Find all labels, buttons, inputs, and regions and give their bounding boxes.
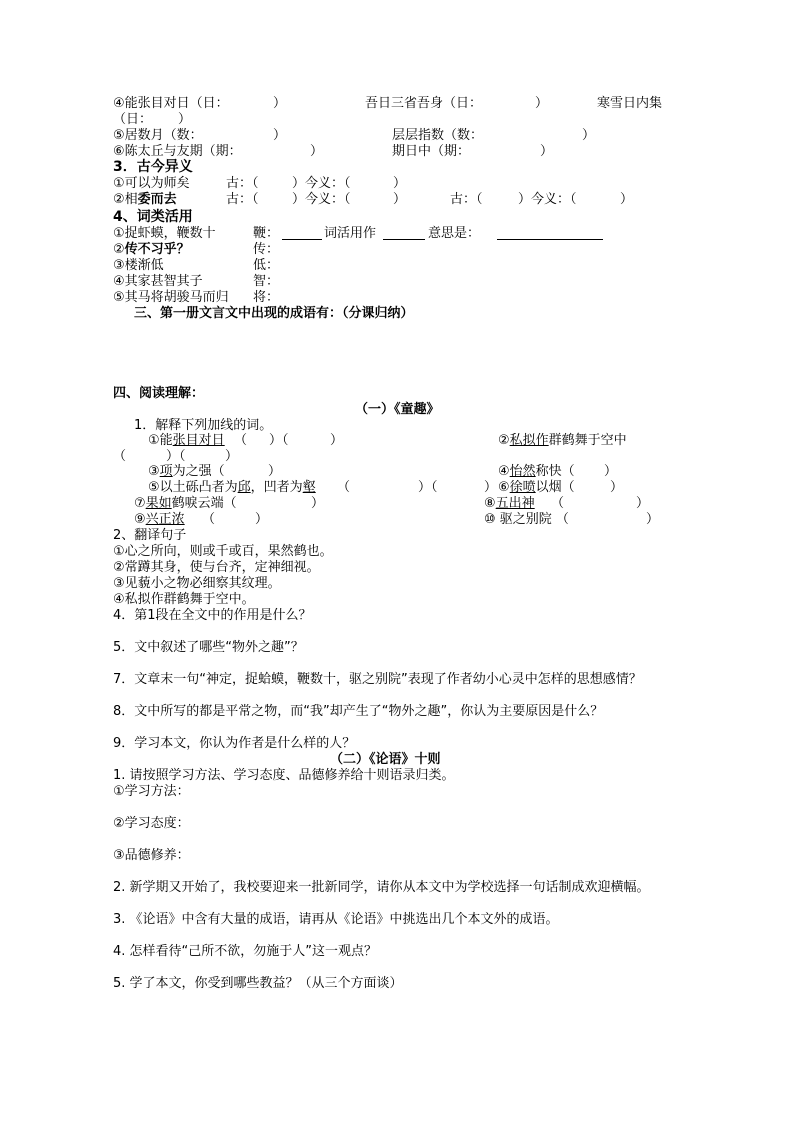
s2-r4-c2-close: ）: [178, 112, 192, 127]
p1-q2-item: ③见藐小之物必细察其纹理。: [113, 576, 281, 591]
p1-w1: ①能张目对日: [148, 433, 225, 448]
p1-q2-label: 2、翻译句子: [113, 528, 187, 543]
s4-r1-a: ①捉虾蟆，鞭数十: [113, 226, 216, 241]
p2-q2: 2. 新学期又开始了，我校要迎来一批新同学，请你从本文中为学校选择一句话制成欢迎横幅。: [113, 880, 650, 895]
s4-r2-b: 传：: [253, 242, 280, 257]
p1-w1-cont2: ）（: [166, 449, 186, 464]
p1-w3-underlined: 项: [159, 464, 173, 479]
s4-r4-a: ④其家甚智其子: [113, 274, 203, 289]
p1-w1-b2: ）（: [269, 433, 289, 448]
p1-w7-underlined: 果如: [145, 496, 172, 511]
p1-w3-close: ）: [268, 464, 282, 479]
p1-q7: 7．文章末一句“神定，捉蛤蟆，鞭数十，驱之别院”表现了作者幼小心灵中怎样的思想感情？: [113, 672, 642, 687]
s2-r4-c: 寒雪日内集: [597, 96, 663, 111]
s2-r6-b-close: ）: [540, 144, 554, 159]
s3-r2-b: 古：（: [226, 192, 259, 207]
p1-w5-b2: ）（: [418, 480, 438, 495]
p1-w8: ⑧五出神: [484, 496, 535, 511]
s3-r2-c: ）今义：（: [292, 192, 351, 207]
s4-r5-a: ⑤其马将胡骏马而归: [113, 290, 229, 305]
s2-r5-a: ⑤居数月（数：: [113, 128, 203, 143]
s4-r1-c: 词活用作: [324, 226, 377, 241]
p1-w1-cont3: ）: [225, 449, 239, 464]
p2-q1-a: ①学习方法：: [113, 784, 190, 799]
p1-w5-b3: ）: [484, 480, 498, 495]
p1-w6-underlined: 徐喷: [509, 480, 536, 495]
p1-w9-underlined: 兴正浓: [145, 512, 185, 527]
s3-r1-b: 古：（: [226, 176, 259, 191]
p1-w6-close: ）: [610, 480, 624, 495]
p1-w9-close: ）: [255, 512, 269, 527]
p2-q1-b: ②学习态度：: [113, 816, 190, 831]
s2-r6-a: ⑥陈太丘与友期（期：: [113, 144, 242, 159]
s3-r2-d: ）: [393, 192, 407, 207]
s3-r1-c: ）今义：（: [292, 176, 351, 191]
p1-w10-close: ）: [646, 512, 660, 527]
p1-q8: 8．文中所写的都是平常之物，而“我”却产生了“物外之趣”，你认为主要原因是什么？: [113, 704, 604, 719]
p1-q2-item: ①心之所向，则或千或百，果然鹤也。: [113, 544, 333, 559]
s2-r4-a-close: ）: [273, 96, 287, 111]
s4-heading: 4、词类活用: [113, 209, 193, 225]
p1-w9-open: （: [202, 512, 216, 527]
s2-r4-a: ④能张目对日（日：: [113, 96, 229, 111]
s3-r1-a: ①可以为师矣: [113, 176, 190, 191]
p1-q2-item: ④私拟作群鹤舞于空中。: [113, 592, 255, 607]
p1-q1-label: 1．解释下列加线的词。: [134, 418, 273, 433]
s4-r1-blank1[interactable]: [282, 227, 322, 240]
p1-w5-underlined-2: 壑: [302, 480, 316, 495]
s4-r1-b: 鞭：: [253, 226, 280, 241]
p2-q3: 3. 《论语》中含有大量的成语，请再从《论语》中挑选出几个本文外的成语。: [113, 912, 559, 927]
section3-title: 三、第一册文言文中出现的成语有：（分课归纳）: [134, 306, 414, 321]
p1-w1-b1: （: [234, 433, 248, 448]
p1-w9: ⑨兴正浓: [134, 512, 185, 527]
p2-q1: 1. 请按照学习方法、学习态度、品德修养给十则语录归类。: [113, 768, 455, 783]
p1-q2-item: ②常蹲其身，使与台齐，定神细视。: [113, 560, 320, 575]
s3-r2-e: 古：（: [450, 192, 483, 207]
s3-r1-d: ）: [393, 176, 407, 191]
s4-r1-d: 意思是：: [428, 226, 481, 241]
s4-r4-b: 智：: [253, 274, 280, 289]
p1-w4-underlined: 怡然: [509, 464, 536, 479]
p1-w1-b3: ）: [330, 433, 344, 448]
s3-heading: 3．古今异义: [113, 159, 193, 175]
s3-r2-f: ）今义：（: [518, 192, 577, 207]
s3-r2-a-bold: 委而去: [137, 192, 177, 207]
p1-w4: ④怡然称快（: [498, 464, 575, 479]
s2-r4-c2: （日：: [113, 112, 153, 127]
p2-q1-c: ③品德修养：: [113, 848, 190, 863]
section4-title: 四、阅读理解：: [113, 386, 205, 401]
p1-w1-underlined: 张目对日: [172, 433, 225, 448]
p1-q4: 4．第1段在全文中的作用是什么？: [113, 608, 312, 623]
s3-r2-a: ②相委而去: [113, 192, 177, 207]
p1-q9: 9．学习本文，你认为作者是什么样的人？: [113, 736, 356, 751]
p1-w8-close: ）: [636, 496, 650, 511]
p1-w5-b1: （: [337, 480, 351, 495]
p1-w2-underlined: 私拟作: [509, 433, 549, 448]
p1-w7: ⑦果如鹤唳云端（: [134, 496, 237, 511]
s4-r1-blank2[interactable]: [383, 227, 425, 240]
s2-r5-a-close: ）: [273, 128, 287, 143]
p1-w6: ⑥徐喷以烟（: [498, 480, 575, 495]
p1-w1-cont: （: [113, 449, 127, 464]
p1-w4-close: ）: [604, 464, 618, 479]
s4-r2-a-bold: 传不习乎？: [124, 242, 190, 257]
s2-r4-b-close: ）: [535, 96, 549, 111]
p1-q5: 5．文中叙述了哪些“物外之趣”？: [113, 640, 304, 655]
s4-r2-a: ②传不习乎？: [113, 242, 190, 257]
p1-w2: ②私拟作群鹤舞于空中: [498, 433, 627, 448]
p1-w10: ⑩ 驱之别院 （: [484, 512, 569, 527]
s4-r3-b: 低：: [253, 258, 280, 273]
s4-r3-a: ③楼渐低: [113, 258, 164, 273]
s2-r6-b: 期日中（期：: [392, 144, 471, 159]
s4-r5-b: 将：: [253, 290, 280, 305]
s2-r5-b: 层层指数（数：: [392, 128, 484, 143]
p2-q5: 5. 学了本文，你受到哪些教益？（从三个方面谈）: [113, 976, 403, 991]
passage1-title: （一）《童趣》: [355, 402, 440, 417]
p1-w5: ⑤以土砾凸者为邱，凹者为壑: [148, 480, 316, 495]
p1-w7-close: ）: [311, 496, 325, 511]
s3-r2-g: ）: [620, 192, 634, 207]
p2-q4: 4. 怎样看待“己所不欲，勿施于人”这一观点？: [113, 944, 378, 959]
s4-r1-blank3[interactable]: [497, 227, 603, 240]
s2-r6-a-close: ）: [310, 144, 324, 159]
p1-w3: ③项为之强（: [148, 464, 225, 479]
s2-r5-b-close: ）: [582, 128, 596, 143]
p1-w5-underlined-1: 邱: [237, 480, 251, 495]
passage2-title: （二）《论语》十则: [330, 752, 441, 767]
p1-w8-underlined: 五出神: [495, 496, 535, 511]
s2-r4-b: 吾日三省吾身（日：: [365, 96, 483, 111]
p1-w8-open: （: [551, 496, 565, 511]
